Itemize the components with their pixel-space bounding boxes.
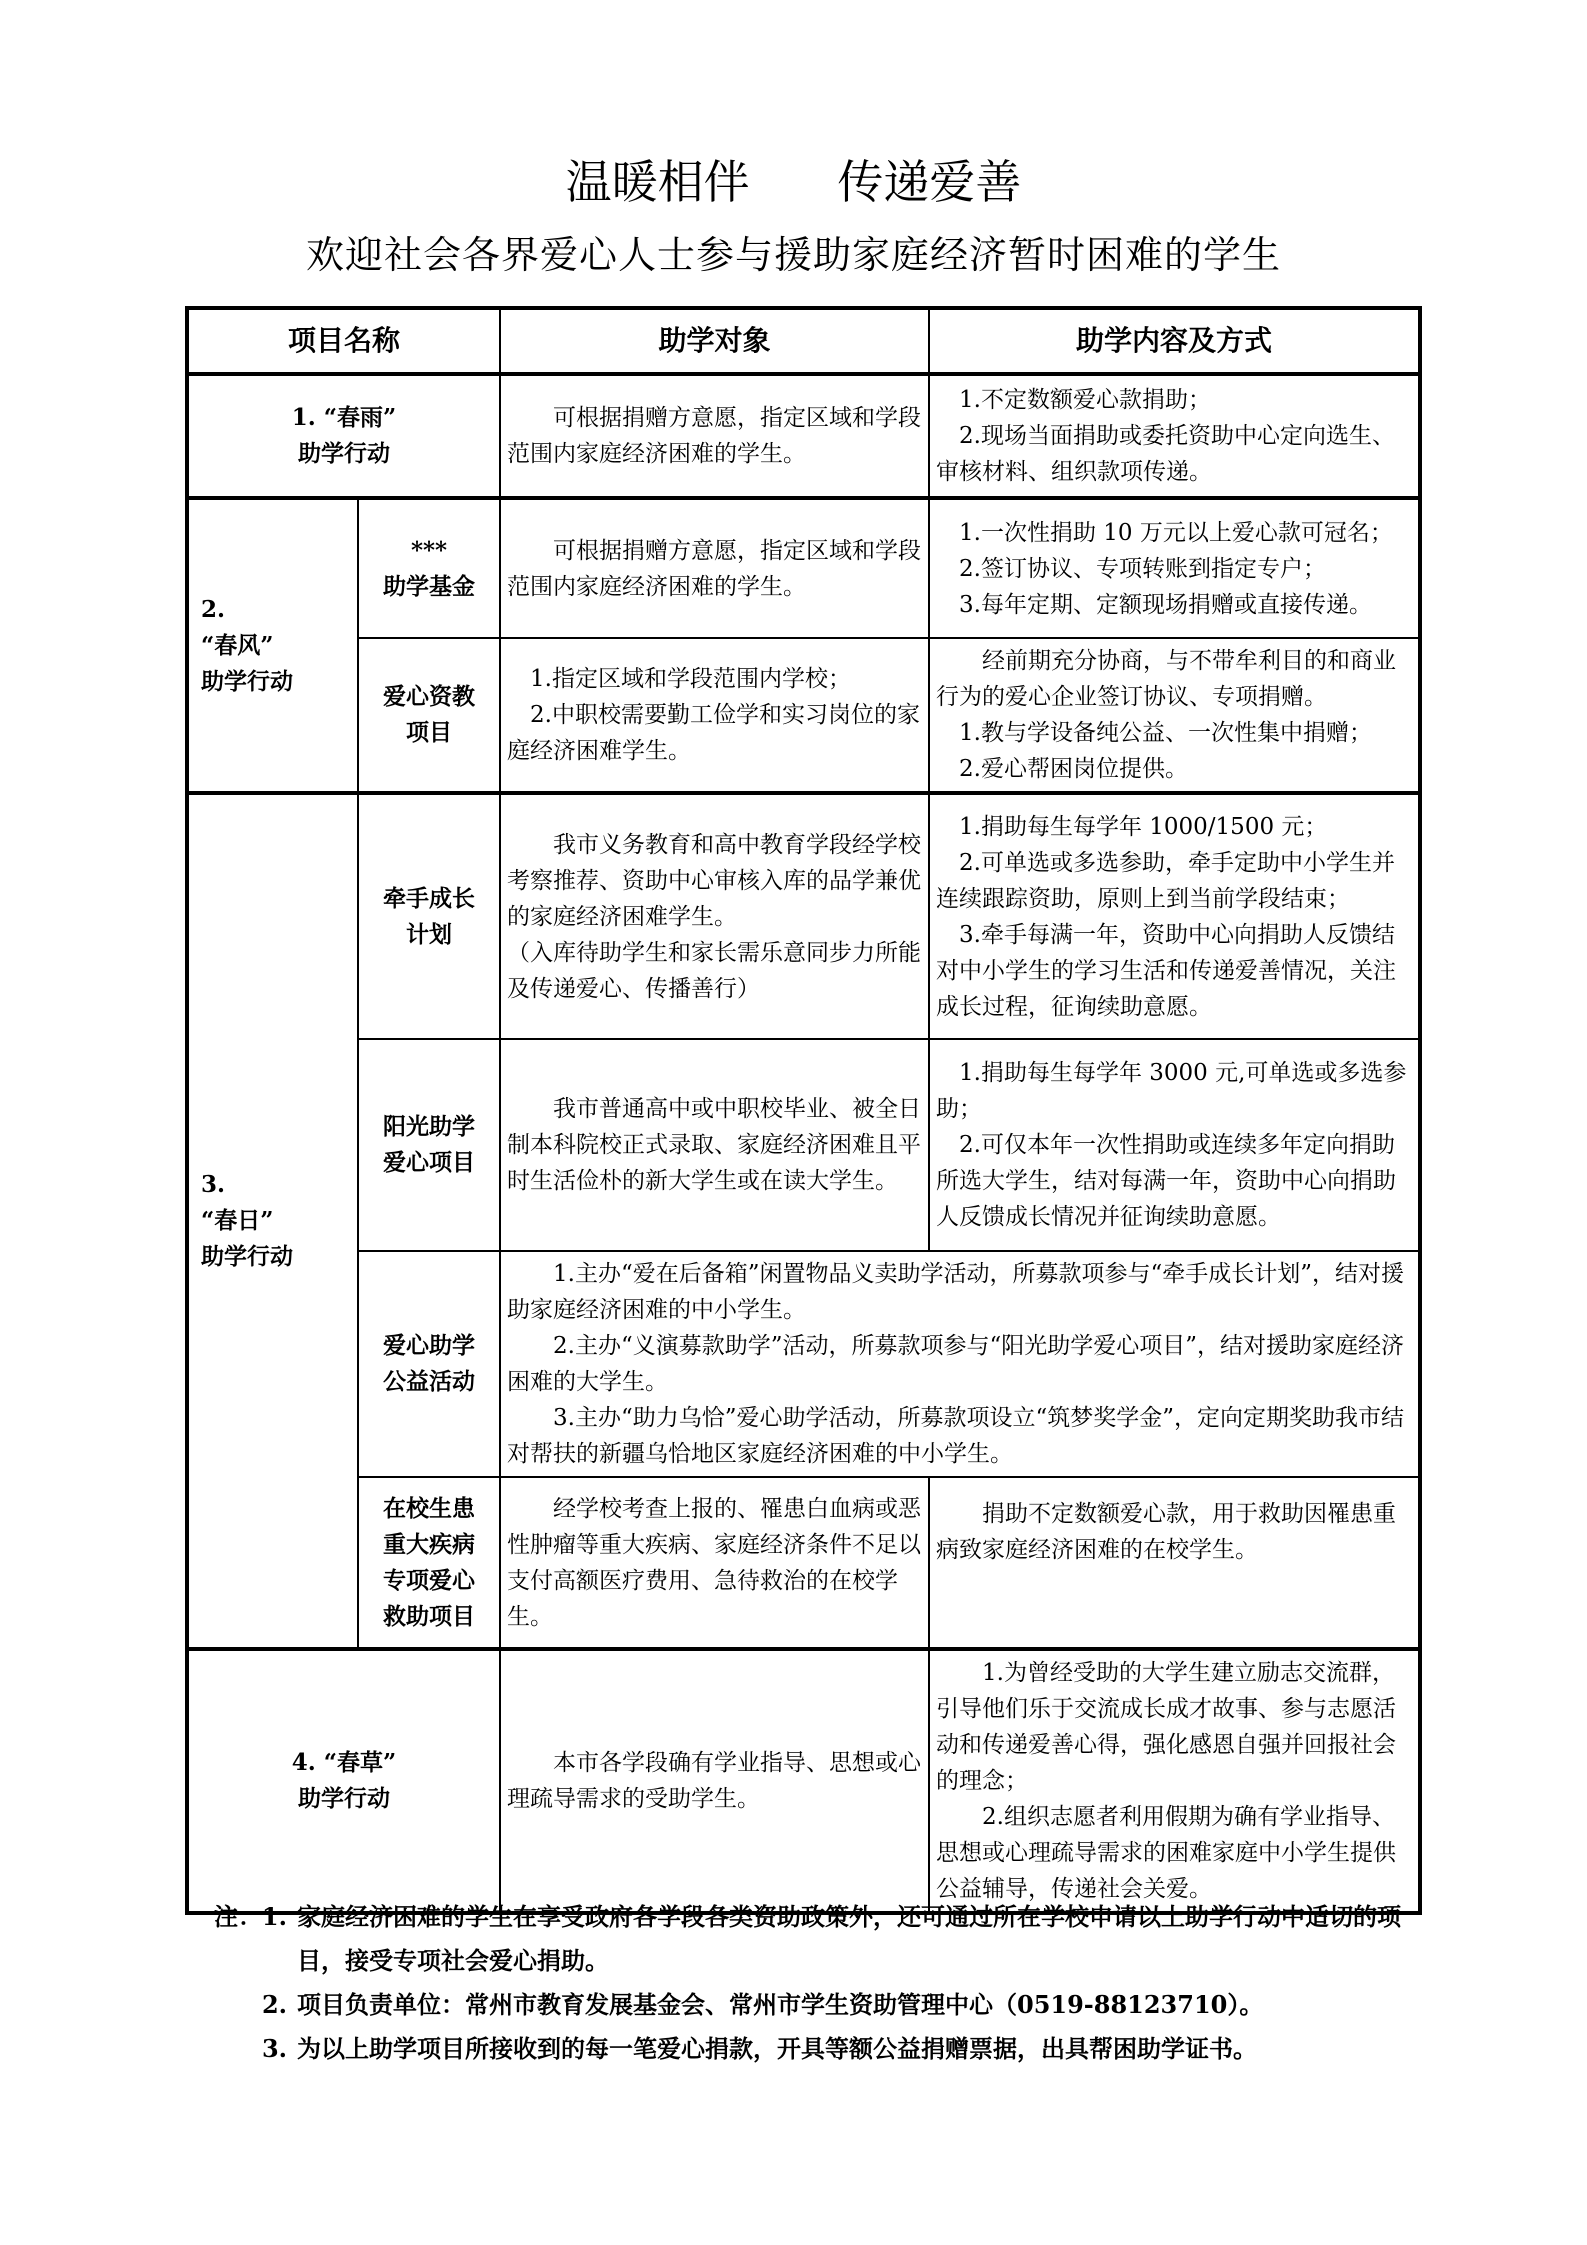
subproject-name-hand-in-hand: 牵手成长 计划 (358, 793, 500, 1039)
target-cell: 1.指定区域和学段范围内学校； 2.中职校需要勤工俭学和实习岗位的家庭经济困难学生。 (500, 638, 929, 793)
note-item: 2. 项目负责单位：常州市教育发展基金会、常州市学生资助管理中心（0519-88123710）。 (261, 1990, 1264, 2019)
table-row-charity-events (187, 1251, 1420, 1477)
table-row-sunshine (187, 1039, 1420, 1251)
subproject-name-fund: *** 助学基金 (358, 498, 500, 638)
content-cell: 捐助不定数额爱心款，用于救助因罹患重病致家庭经济困难的在校学生。 (929, 1477, 1420, 1649)
section-name-chunfeng: 2. “春风” 助学行动 (187, 498, 358, 793)
aid-projects-table (185, 306, 1422, 1915)
section-name-chuncao: 4. “春草” 助学行动 (187, 1649, 500, 1913)
target-cell: 本市各学段确有学业指导、思想或心理疏导需求的受助学生。 (500, 1649, 929, 1913)
header-project-name: 项目名称 (187, 308, 500, 374)
content-cell: 1.捐助每生每学年 3000 元,可单选或多选参助； 2.可仅本年一次性捐助或连续多年定向捐助所选大学生，结对每满一年，资助中心向捐助人反馈成长情况并征询续助意愿。 (929, 1039, 1420, 1251)
content-cell: 1.一次性捐助 10 万元以上爱心款可冠名； 2.签订协议、专项转账到指定专户； 3.每年定期、定额现场捐赠或直接传递。 (929, 498, 1420, 638)
subproject-name-illness-relief: 在校生患 重大疾病 专项爱心 救助项目 (358, 1477, 500, 1649)
content-cell: 1.为曾经受助的大学生建立励志交流群，引导他们乐于交流成长成才故事、参与志愿活动和传递爱善心得，强化感恩自强并回报社会的理念； 2.组织志愿者利用假期为确有学业指导、思想或心理疏导需求的困难家庭中小学生提供公益辅导，传递社会关爱。 (929, 1649, 1420, 1913)
table-row-hand-in-hand (187, 793, 1420, 1039)
content-cell: 1.主办“爱在后备箱”闲置物品义卖助学活动，所募款项参与“牵手成长计划”，结对援助家庭经济困难的中小学生。 2.主办“义演募款助学”活动，所募款项参与“阳光助学爱心项目”，结对援助家庭经济困难的大学生。 3.主办“助力乌恰”爱心助学活动，所募款项设立“筑梦奖学金”，定向定期奖助我市结对帮扶的新疆乌恰地区家庭经济困难的中小学生。 (500, 1251, 1420, 1477)
target-cell: 经学校考查上报的、罹患白血病或恶性肿瘤等重大疾病、家庭经济条件不足以支付高额医疗费用、急待救治的在校学生。 (500, 1477, 929, 1649)
table-row-illness-relief (187, 1477, 1420, 1649)
note-item: 3. 为以上助学项目所接收到的每一笔爱心捐款，开具等额公益捐赠票据，出具帮困助学证书。 (261, 2034, 1257, 2063)
target-cell: 可根据捐赠方意愿，指定区域和学段范围内家庭经济困难的学生。 (500, 498, 929, 638)
note-item: 注：1. 家庭经济困难的学生在享受政府各学段各类资助政策外，还可通过所在学校申请以上助学行动中适切的项目，接受专项社会爱心捐助。 (213, 1902, 1401, 1975)
target-cell: 可根据捐赠方意愿，指定区域和学段范围内家庭经济困难的学生。 (500, 374, 929, 498)
page-title: 温暖相伴 传递爱善 (565, 155, 1022, 209)
table-row-education-aid (187, 638, 1420, 793)
content-cell: 经前期充分协商，与不带牟利目的和商业行为的爱心企业签订协议、专项捐赠。 1.教与学设备纯公益、一次性集中捐赠； 2.爱心帮困岗位提供。 (929, 638, 1420, 793)
subproject-name-charity-events: 爱心助学 公益活动 (358, 1251, 500, 1477)
subproject-name-sunshine: 阳光助学 爱心项目 (358, 1039, 500, 1251)
target-cell: 我市普通高中或中职校毕业、被全日制本科院校正式录取、家庭经济困难且平时生活俭朴的新大学生或在读大学生。 (500, 1039, 929, 1251)
table-row-chuncao (187, 1649, 1420, 1913)
page-subtitle: 欢迎社会各界爱心人士参与援助家庭经济暂时困难的学生 (305, 233, 1281, 277)
subproject-name-education-aid: 爱心资教 项目 (358, 638, 500, 793)
table-row-chunyu (187, 374, 1420, 498)
section-name-chunri: 3. “春日” 助学行动 (187, 793, 358, 1649)
table-row-fund (187, 498, 1420, 638)
header-content: 助学内容及方式 (929, 308, 1420, 374)
content-cell: 1.捐助每生每学年 1000/1500 元； 2.可单选或多选参助，牵手定助中小学生并连续跟踪资助，原则上到当前学段结束； 3.牵手每满一年，资助中心向捐助人反馈结对中小学生的学习生活和传递爱善情况，关注成长过程，征询续助意愿。 (929, 793, 1420, 1039)
target-cell: 我市义务教育和高中教育学段经学校考察推荐、资助中心审核入库的品学兼优的家庭经济困难学生。 （入库待助学生和家长需乐意同步力所能及传递爱心、传播善行） (500, 793, 929, 1039)
notes-section (205, 1895, 1420, 2071)
table-header-row (187, 308, 1420, 374)
header-target: 助学对象 (500, 308, 929, 374)
section-name-chunyu: 1. “春雨” 助学行动 (187, 374, 500, 498)
content-cell: 1.不定数额爱心款捐助； 2.现场当面捐助或委托资助中心定向选生、审核材料、组织款项传递。 (929, 374, 1420, 498)
